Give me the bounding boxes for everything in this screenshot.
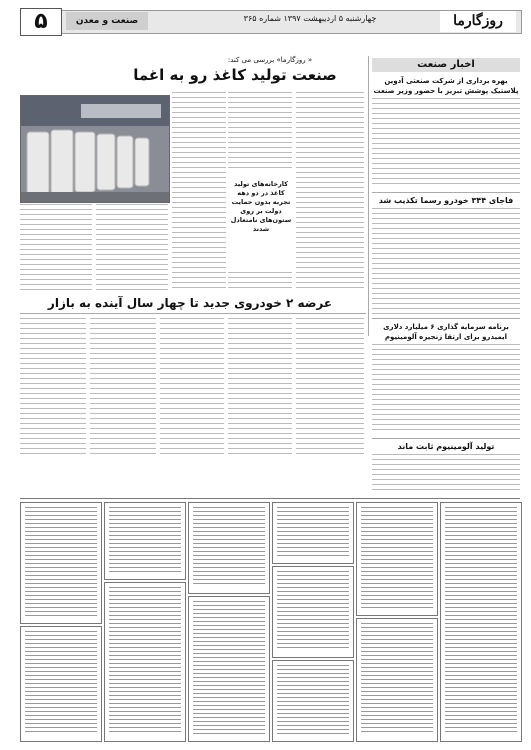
notice-box: [356, 502, 438, 616]
lead-kicker: « روزگارما» بررسی می کند:: [227, 56, 313, 64]
second-column-2: [228, 318, 292, 458]
notice-box: [104, 582, 186, 742]
notice-box: [356, 618, 438, 742]
notice-box: [104, 502, 186, 580]
lead-column-5: [20, 204, 92, 292]
divider: [372, 192, 520, 193]
second-column-1: [296, 318, 364, 458]
divider: [20, 313, 366, 314]
news-item-4-title: تولید آلومینیوم ثابت ماند: [397, 442, 495, 451]
news-item-3-title: برنامه سرمایه گذاری ۶ میلیارد دلاری ایمیدرو برای ارتقا زنجیره آلومینیوم: [383, 323, 509, 341]
notice-box: [272, 502, 354, 564]
news-column-title: اخبار صنعت: [417, 59, 475, 70]
notice-box: [440, 502, 522, 742]
notice-box: [20, 502, 102, 624]
news-item-2-title: فاجای ۳۴۴ خودرو رسما تکذیب شد: [378, 196, 514, 205]
notice-box: [188, 502, 270, 594]
issue-line: چهارشنبه ۵ اردیبهشت ۱۳۹۷ شماره ۳۶۵: [243, 14, 377, 23]
page-number: ۵: [20, 8, 62, 36]
news-item-1-text: [372, 98, 520, 188]
notice-box: [20, 626, 102, 742]
second-column-4: [90, 318, 156, 458]
paper-rolls-photo: [20, 95, 170, 203]
lead-column-3: [172, 92, 226, 292]
lead-column-1: [296, 92, 364, 292]
pullquote: کارخانه‌های تولید کاغذ در دو دهه تجربه بدون حمایت دولت بر روی ستون‌های نامتعادل شدند: [230, 180, 292, 233]
second-column-5: [20, 318, 86, 458]
lead-column-2-bottom: [228, 272, 292, 292]
second-column-3: [160, 318, 224, 458]
news-item-1-title: بهره برداری از شرکت صنعتی آدوین پلاستیک پوشش تبریز با حضور وزیر صنعت: [373, 77, 519, 95]
notice-box: [188, 596, 270, 742]
lead-column-4: [96, 204, 168, 292]
column-rule: [368, 56, 369, 336]
notices-divider: [20, 498, 520, 499]
newspaper-logo: روزگارما: [440, 11, 516, 32]
section-label: صنعت و معدن: [66, 12, 148, 30]
news-item-2-text: [372, 208, 520, 314]
divider: [372, 318, 520, 319]
lead-column-2-top: [228, 92, 292, 172]
paper-rolls-image: [21, 96, 169, 202]
second-headline: عرضه ۲ خودروی جدید تا چهار سال آینده به بازار: [47, 296, 333, 310]
notice-box: [272, 660, 354, 742]
news-item-3-text: [372, 344, 520, 434]
notice-box: [272, 566, 354, 658]
lead-headline: صنعت تولید کاغذ رو به اغما: [133, 66, 337, 84]
divider: [372, 438, 520, 439]
news-item-4-text: [372, 454, 520, 494]
